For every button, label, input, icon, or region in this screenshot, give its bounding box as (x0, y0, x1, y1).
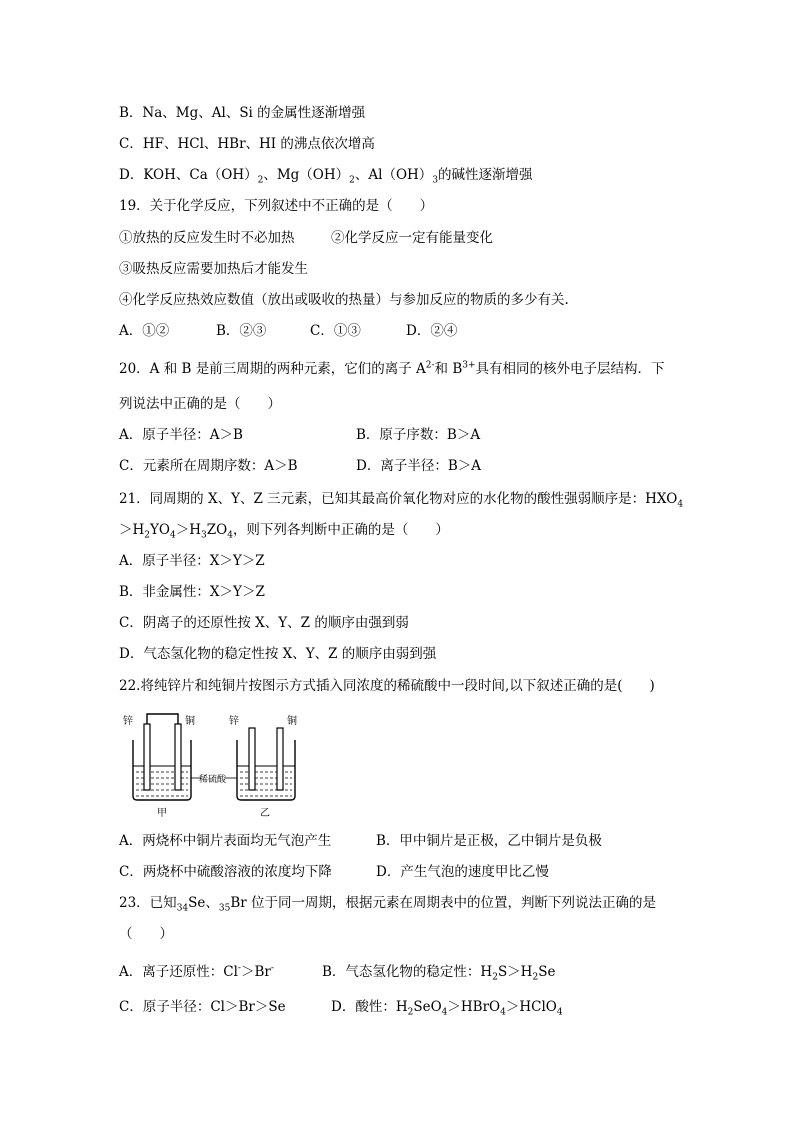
acid-label: 稀硫酸 (199, 775, 227, 785)
label-jia: 甲 (157, 808, 167, 819)
q20-stem-line1: 20．A 和 B 是前三周期的两种元素，它们的离子 $A^{2-}$和 $B^{3+}$具有相同的核外电子层结构．下 (119, 360, 665, 377)
q22-option-a: A．两烧杯中铜片表面均无气泡产生 (119, 833, 332, 849)
q23-paren: （ ） (119, 926, 173, 942)
q18-option-b: B．Na、Mg、Al、Si 的金属性逐渐增强 (119, 105, 366, 121)
beaker-yi (237, 728, 295, 800)
q20-option-c: C．元素所在周期序数：A＞B (119, 458, 298, 474)
q19-statement-2: ②化学反应一定有能量变化 (331, 230, 493, 246)
q18-option-c: C．HF、HCl、HBr、HI 的沸点依次增高 (119, 136, 375, 152)
q22-option-b: B．甲中铜片是正极，乙中铜片是负极 (376, 833, 602, 849)
q20-option-b: B．原子序数：B＞A (356, 427, 481, 443)
q19-option-a: A．①② (119, 323, 170, 339)
q21-option-c: C．阴离子的还原性按 X、Y、Z 的顺序由强到弱 (119, 615, 409, 631)
q23-stem: 23．已知$_{34}$Se、$_{35}$Br 位于同一周期，根据元素在周期表中的位置，判断下列说法正确的是 (119, 895, 657, 914)
beaker-jia (133, 714, 191, 800)
q21-stem-line2: $>H_2YO_4>H_3ZO_4$，则下列各判断中正确的是（ ） (119, 522, 449, 541)
q22-stem: 22.将纯锌片和纯铜片按图示方式插入同浓度的稀硫酸中一段时间,以下叙述正确的是( ) (119, 678, 655, 694)
q19-option-d: D．②④ (406, 323, 458, 339)
q20-option-d: D．离子半径：B＞A (356, 458, 481, 474)
copper-label-yi: 铜 (287, 716, 297, 727)
q23-option-a: A．离子还原性：Cl-＞Br- (119, 963, 274, 980)
q18-option-d: D．KOH、$Ca(OH)_2$、$Mg(OH)_2$、$Al(OH)_3$的碱性逐渐增强 (119, 167, 533, 186)
q23-option-c: C．原子半径：Cl＞Br＞Se (119, 999, 286, 1015)
q19-option-c: C．①③ (310, 323, 361, 339)
q21-option-a: A．原子半径：X＞Y＞Z (119, 553, 265, 569)
q23-option-d: D．酸性：$H_2SeO_4>HBrO_4>HClO_4$ (331, 999, 563, 1018)
label-yi: 乙 (260, 808, 270, 819)
galvanic-cell-figure (119, 712, 309, 820)
q21-option-d: D．气态氢化物的稳定性按 X、Y、Z 的顺序由弱到强 (119, 646, 437, 662)
q22-option-d: D．产生气泡的速度甲比乙慢 (376, 864, 549, 880)
q19-statement-4: ④化学反应热效应数值（放出或吸收的热量）与参加反应的物质的多少有关. (119, 292, 569, 308)
q23-option-b: B．气态氢化物的稳定性：$H_2S>H_2Se$ (322, 964, 556, 983)
copper-label-jia: 铜 (185, 716, 195, 727)
q21-option-b: B．非金属性：X＞Y＞Z (119, 584, 265, 600)
q19-option-b: B．②③ (216, 323, 267, 339)
q19-statement-3: ③吸热反应需要加热后才能发生 (119, 261, 308, 277)
q21-stem-line1: 21．同周期的 X、Y、Z 三元素，已知其最高价氧化物对应的水化物的酸性强弱顺序是：$HXO_4$ (119, 491, 684, 510)
q19-statement-1: ①放热的反应发生时不必加热 (119, 230, 295, 246)
q20-stem-line2: 列说法中正确的是（ ） (119, 396, 281, 412)
q20-option-a: A．原子半径：A＞B (119, 427, 243, 443)
q19-stem: 19．关于化学反应，下列叙述中不正确的是（ ） (119, 198, 434, 214)
zinc-label-jia: 锌 (123, 716, 133, 727)
q22-option-c: C．两烧杯中硫酸溶液的浓度均下降 (119, 864, 332, 880)
zinc-label-yi: 锌 (229, 716, 239, 727)
